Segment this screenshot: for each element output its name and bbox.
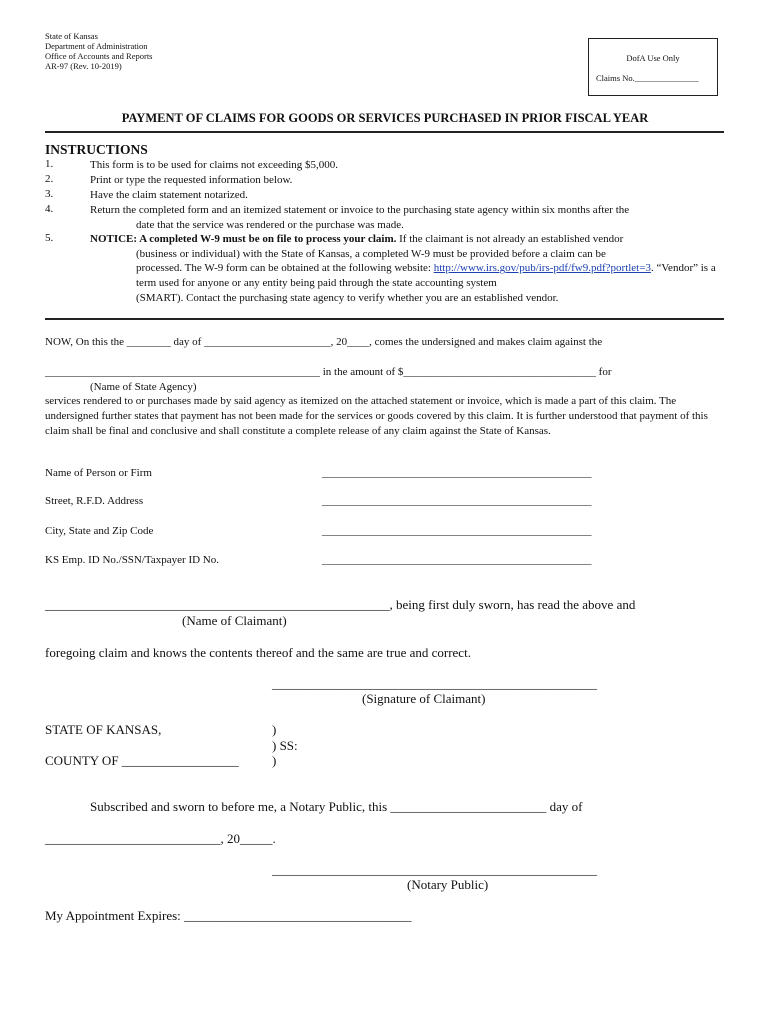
oath-statement: foregoing claim and knows the contents thereof and the same are true and correct.	[45, 645, 471, 660]
instruction-number: 1.	[45, 158, 54, 170]
notice-text: If the claimant is not already an established vendor	[396, 233, 624, 245]
claimant-name-label: (Name of Claimant)	[182, 613, 287, 628]
venue-state: STATE OF KANSAS,	[45, 722, 162, 737]
claim-date-line[interactable]: NOW, On this the ________ day of _______________________, 20____, comes the undersigned and makes claim against the	[45, 336, 603, 348]
field-label-name: Name of Person or Firm	[45, 467, 152, 479]
section-divider	[45, 318, 724, 320]
agency-label: (Name of State Agency)	[90, 381, 197, 393]
claimant-signature-line[interactable]: __________________________________________________	[272, 676, 597, 691]
claimant-name-line[interactable]: _____________________________________________________, being first duly sworn, has read the above and	[45, 597, 636, 612]
notary-signature-line[interactable]: __________________________________________________	[272, 862, 597, 877]
venue-paren: )	[272, 722, 277, 737]
venue-paren: )	[272, 753, 277, 768]
instruction-number: 4.	[45, 203, 54, 215]
instruction-item: This form is to be used for claims not exceeding $5,000.	[90, 159, 339, 171]
claimant-signature-label: (Signature of Claimant)	[362, 691, 486, 706]
venue-ss: ) SS:	[272, 738, 298, 753]
title-divider	[45, 131, 724, 133]
claims-no-field[interactable]: Claims No._______________	[596, 73, 699, 83]
notary-signature-label: (Notary Public)	[407, 877, 489, 892]
field-line-taxid[interactable]: _________________________________________________	[322, 554, 592, 566]
notice-text: processed. The W-9 form can be obtained at the following website:	[136, 262, 434, 275]
instruction-item-notice	[90, 232, 720, 306]
w9-link[interactable]: http://www.irs.gov/pub/irs-pdf/fw9.pdf?portlet=3	[433, 262, 651, 275]
instructions-heading: INSTRUCTIONS	[45, 142, 148, 157]
header-line: Department of Administration	[45, 41, 148, 51]
field-label-taxid: KS Emp. ID No./SSN/Taxpayer ID No.	[45, 554, 219, 566]
instruction-text: Return the completed form and an itemized statement or invoice to the purchasing state agency within six months after the	[90, 204, 630, 216]
instruction-number: 3.	[45, 188, 54, 200]
office-use-box	[588, 38, 718, 96]
header-line: State of Kansas	[45, 31, 98, 41]
field-line-city[interactable]: _________________________________________________	[322, 525, 592, 537]
instruction-number: 2.	[45, 173, 54, 185]
notice-text: (SMART). Contact the purchasing state agency to verify whether you are an established vendor.	[136, 291, 559, 304]
field-label-city: City, State and Zip Code	[45, 525, 154, 537]
office-use-title: DofA Use Only	[626, 53, 680, 63]
notary-subscribed-line[interactable]: Subscribed and sworn to before me, a Notary Public, this ________________________ day of	[90, 799, 583, 814]
instruction-item: Print or type the requested information below.	[90, 174, 293, 186]
form-title: PAYMENT OF CLAIMS FOR GOODS OR SERVICES PURCHASED IN PRIOR FISCAL YEAR	[121, 111, 649, 125]
instruction-text-cont: date that the service was rendered or the purchase was made.	[136, 218, 404, 231]
field-line-street[interactable]: _________________________________________________	[322, 495, 592, 507]
agency-amount-line[interactable]: __________________________________________________ in the amount of $___________________________________ for	[45, 366, 612, 378]
instruction-number: 5.	[45, 232, 54, 244]
notary-date-line[interactable]: ___________________________, 20_____.	[45, 831, 276, 846]
header-line: Office of Accounts and Reports	[45, 51, 153, 61]
claim-body: services rendered to or purchases made by said agency as itemized on the attached statement or invoice, which is made a part of this claim. The undersigned further states that payment has not been made for the services or goods covered by this claim. It is further understood that payment of this claim shall be final and conclusive and shall constitute a complete release of any claim against the State of Kansas.	[45, 395, 708, 437]
form-number: AR-97 (Rev. 10-2019)	[45, 61, 122, 71]
venue-county-line[interactable]: COUNTY OF __________________	[45, 753, 239, 768]
instruction-item	[90, 203, 629, 232]
w9-notice: NOTICE: A completed W-9 must be on file to process your claim.	[90, 233, 397, 245]
notice-text: . “Vendor” is a term used for anyone or any entity being paid through the state accounting system	[136, 262, 716, 290]
appointment-expires-line[interactable]: My Appointment Expires: ___________________________________	[45, 908, 412, 923]
field-label-street: Street, R.F.D. Address	[45, 495, 144, 507]
instruction-item: Have the claim statement notarized.	[90, 189, 248, 201]
field-line-name[interactable]: _________________________________________________	[322, 467, 592, 479]
agency-header	[45, 31, 152, 71]
notice-text: (business or individual) with the State of Kansas, a completed W-9 must be provided before a claim can be	[136, 247, 606, 260]
